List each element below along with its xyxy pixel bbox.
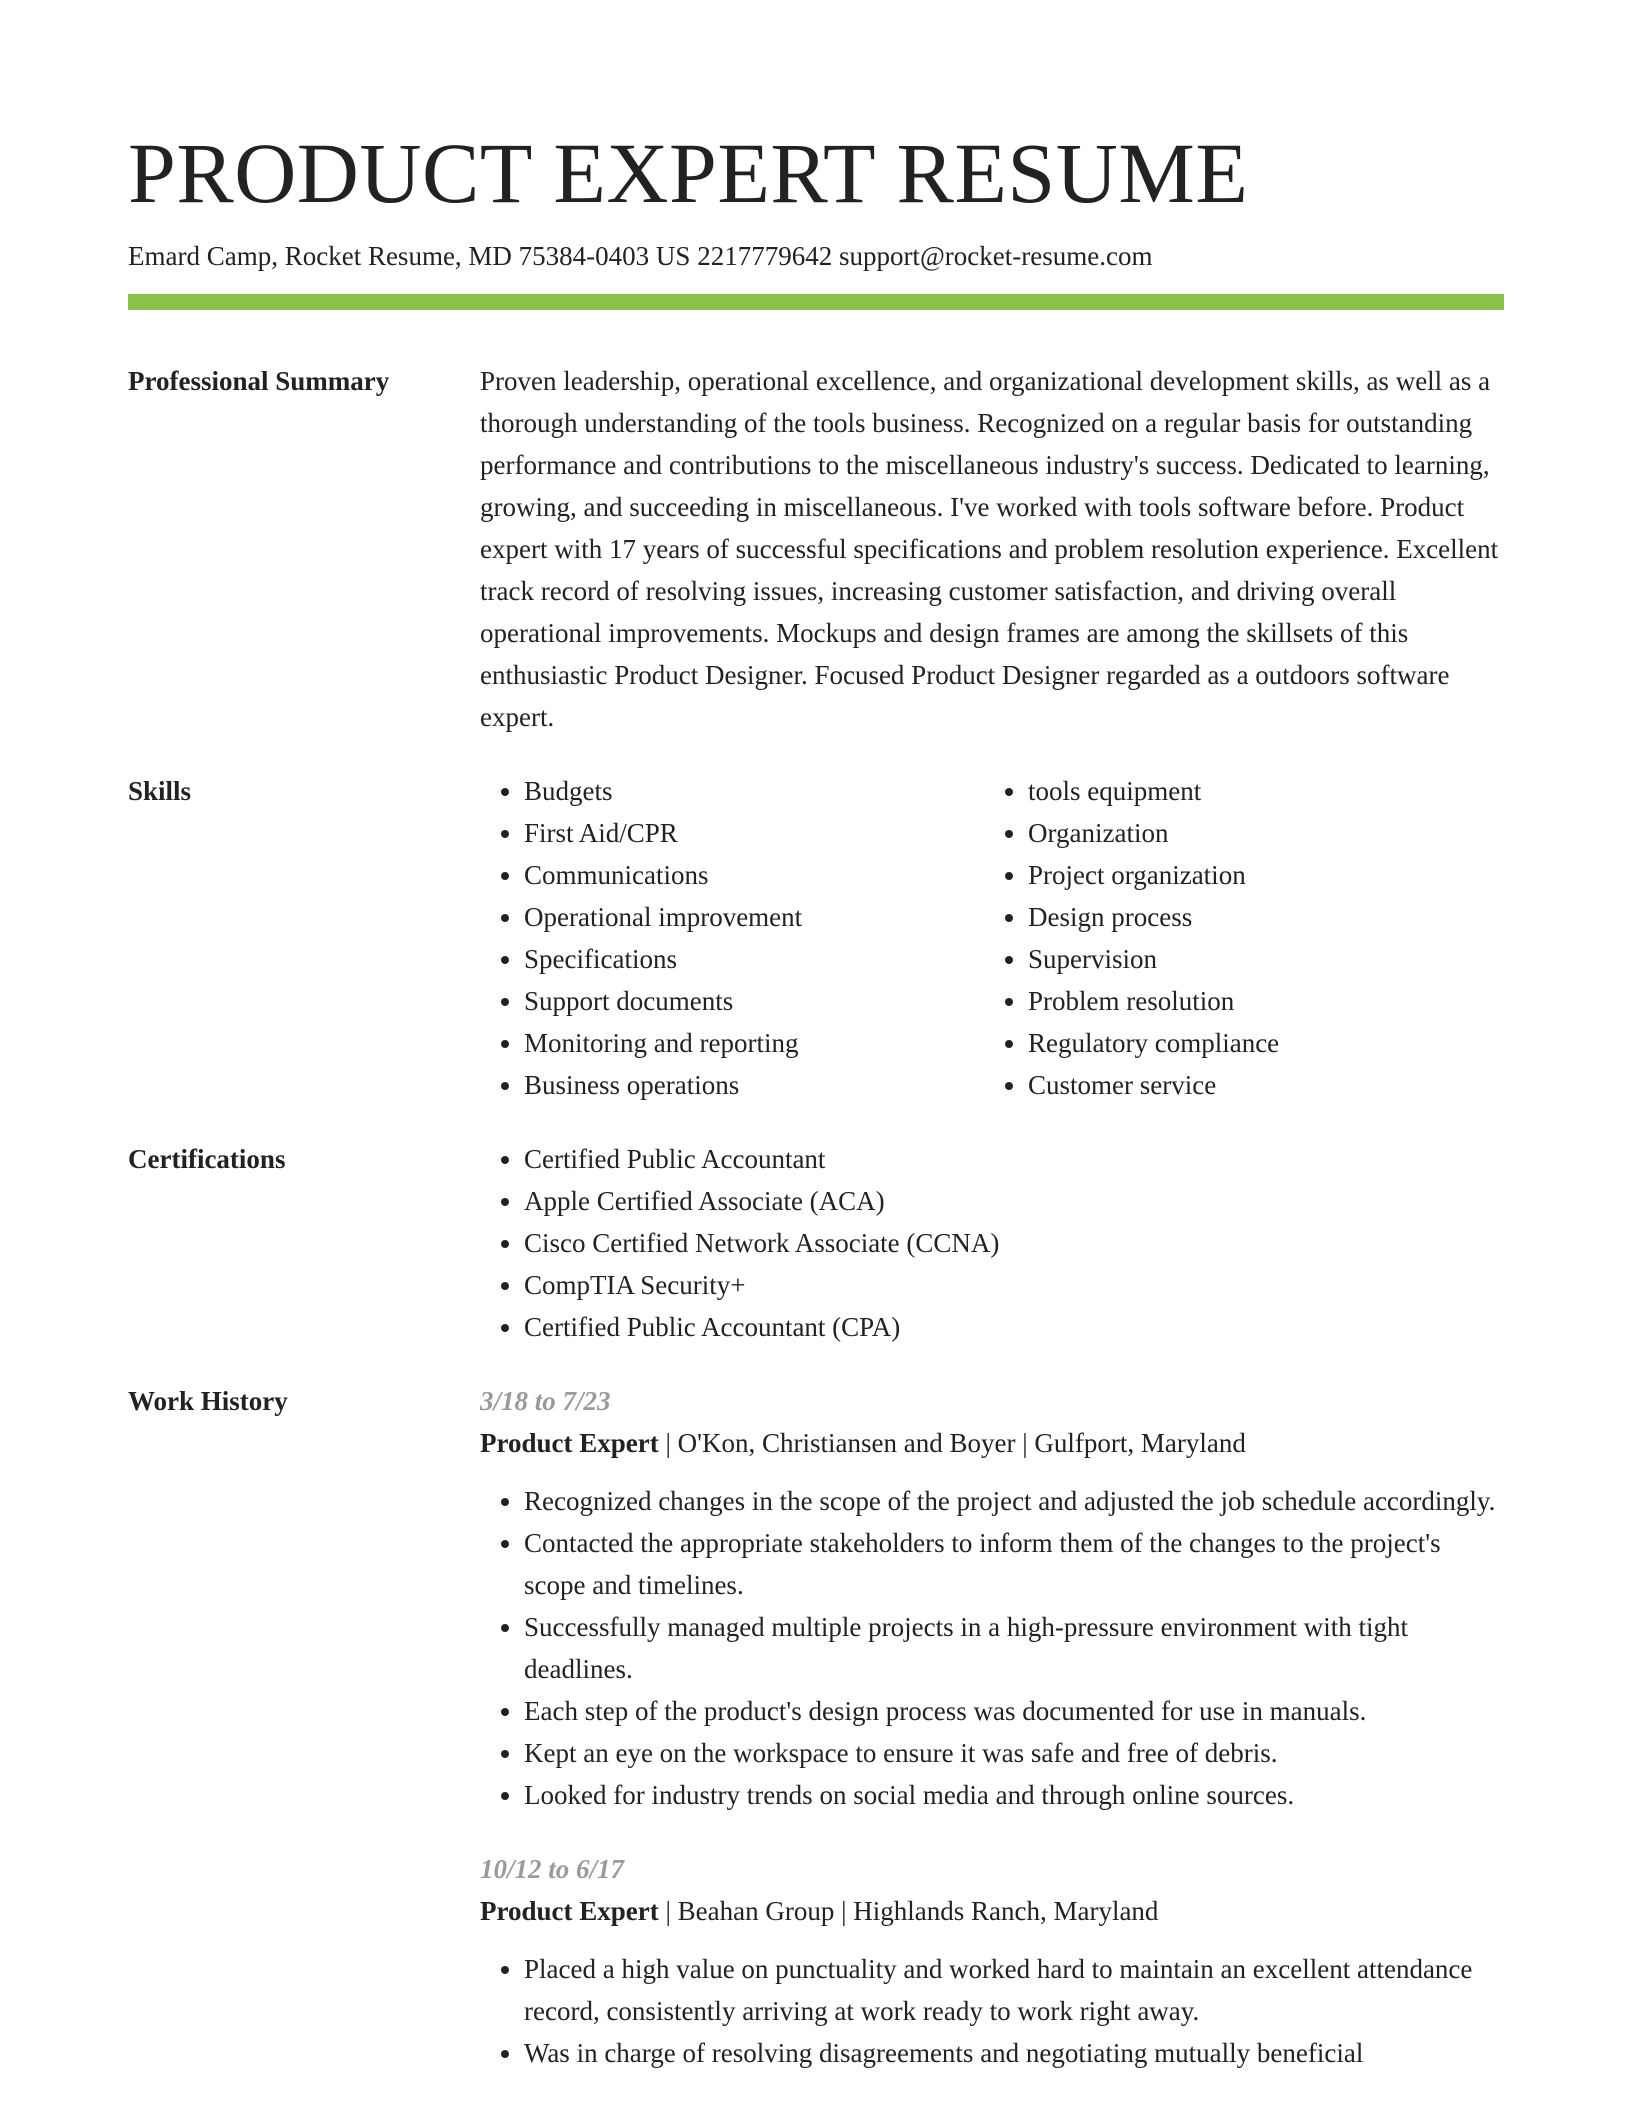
skill-item: • Problem resolution bbox=[1028, 980, 1488, 1022]
job-bullet: • Contacted the appropriate stakeholders to inform them of the changes to the project's scope and timelines. bbox=[524, 1522, 1504, 1606]
certifications-body bbox=[480, 1138, 1504, 1348]
skill-item: • Organization bbox=[1028, 812, 1488, 854]
skill-item: • Budgets bbox=[524, 770, 984, 812]
page-title: PRODUCT EXPERT RESUME bbox=[128, 125, 1249, 221]
job-bullet: • Recognized changes in the scope of the project and adjusted the job schedule accordingly. bbox=[524, 1480, 1504, 1522]
certification-item: • Certified Public Accountant (CPA) bbox=[524, 1306, 1504, 1348]
work-history-body bbox=[480, 1380, 1504, 2106]
job-bullet: • Successfully managed multiple projects in a high-pressure environment with tight deadlines. bbox=[524, 1606, 1504, 1690]
skill-item: • Design process bbox=[1028, 896, 1488, 938]
header-divider bbox=[128, 294, 1504, 310]
job-bullet: • Looked for industry trends on social media and through online sources. bbox=[524, 1774, 1504, 1816]
certification-item: • CompTIA Security+ bbox=[524, 1264, 1504, 1306]
certifications-list bbox=[480, 1138, 1504, 1348]
skills-section bbox=[128, 770, 1504, 1106]
section-label-certifications: Certifications bbox=[128, 1144, 286, 1174]
resume-page bbox=[128, 118, 1504, 2106]
certification-item: • Apple Certified Associate (ACA) bbox=[524, 1180, 1504, 1222]
section-label-work-history: Work History bbox=[128, 1386, 288, 1416]
skills-list-left bbox=[480, 770, 984, 1106]
certifications-section bbox=[128, 1138, 1504, 1348]
skill-item: • tools equipment bbox=[1028, 770, 1488, 812]
skill-item: • Communications bbox=[524, 854, 984, 896]
job-title-line bbox=[480, 1890, 1504, 1932]
job-title-line bbox=[480, 1422, 1504, 1464]
job-bullet: • Was in charge of resolving disagreements and negotiating mutually beneficial bbox=[524, 2032, 1504, 2074]
skills-list-right bbox=[984, 770, 1488, 1106]
skill-item: • Monitoring and reporting bbox=[524, 1022, 984, 1064]
certification-item: • Certified Public Accountant bbox=[524, 1138, 1504, 1180]
job-dates: 3/18 to 7/23 bbox=[480, 1386, 611, 1416]
job-company-location: | Beahan Group | Highlands Ranch, Maryland bbox=[658, 1896, 1159, 1926]
skill-item: • First Aid/CPR bbox=[524, 812, 984, 854]
job-bullet: • Placed a high value on punctuality and worked hard to maintain an excellent attendance record, consistently arriving at work ready to work right away. bbox=[524, 1948, 1504, 2032]
contact-line: Emard Camp, Rocket Resume, MD 75384-0403 US 2217779642 support@rocket-resume.com bbox=[128, 241, 1153, 271]
summary-body bbox=[480, 360, 1504, 738]
skill-item: • Business operations bbox=[524, 1064, 984, 1106]
section-label-skills: Skills bbox=[128, 776, 192, 806]
job-bullet: • Kept an eye on the workspace to ensure it was safe and free of debris. bbox=[524, 1732, 1504, 1774]
job-company-location: | O'Kon, Christiansen and Boyer | Gulfport, Maryland bbox=[658, 1428, 1246, 1458]
work-history-section bbox=[128, 1380, 1504, 2106]
job-entry bbox=[480, 1848, 1504, 2074]
job-role: Product Expert bbox=[480, 1896, 659, 1926]
skill-item: • Support documents bbox=[524, 980, 984, 1022]
section-label-summary: Professional Summary bbox=[128, 366, 390, 396]
skill-item: • Supervision bbox=[1028, 938, 1488, 980]
skill-item: • Regulatory compliance bbox=[1028, 1022, 1488, 1064]
job-dates: 10/12 to 6/17 bbox=[480, 1854, 625, 1884]
job-role: Product Expert bbox=[480, 1428, 659, 1458]
summary-section bbox=[128, 360, 1504, 738]
skill-item: • Customer service bbox=[1028, 1064, 1488, 1106]
job-entry bbox=[480, 1380, 1504, 1816]
summary-text: Proven leadership, operational excellence, and organizational development skills, as well as a thorough understanding of the tools business. Recognized on a regular basis for outstanding performance and contributions to the miscellaneous industry's success. Dedicated to learning, growing, and succeeding in miscellaneous. I've worked with tools software before. Product expert with 17 years of successful specifications and problem resolution experience. Excellent track record of resolving issues, increasing customer satisfaction, and driving overall operational improvements. Mockups and design frames are among the skillsets of this enthusiastic Product Designer. Focused Product Designer regarded as a outdoors software expert. bbox=[480, 366, 1499, 732]
job-bullet: • Each step of the product's design process was documented for use in manuals. bbox=[524, 1690, 1504, 1732]
skill-item: • Project organization bbox=[1028, 854, 1488, 896]
job-bullets bbox=[480, 1480, 1504, 1816]
skills-columns bbox=[480, 770, 1504, 1106]
skill-item: • Specifications bbox=[524, 938, 984, 980]
job-bullets bbox=[480, 1948, 1504, 2074]
skill-item: • Operational improvement bbox=[524, 896, 984, 938]
certification-item: • Cisco Certified Network Associate (CCNA) bbox=[524, 1222, 1504, 1264]
